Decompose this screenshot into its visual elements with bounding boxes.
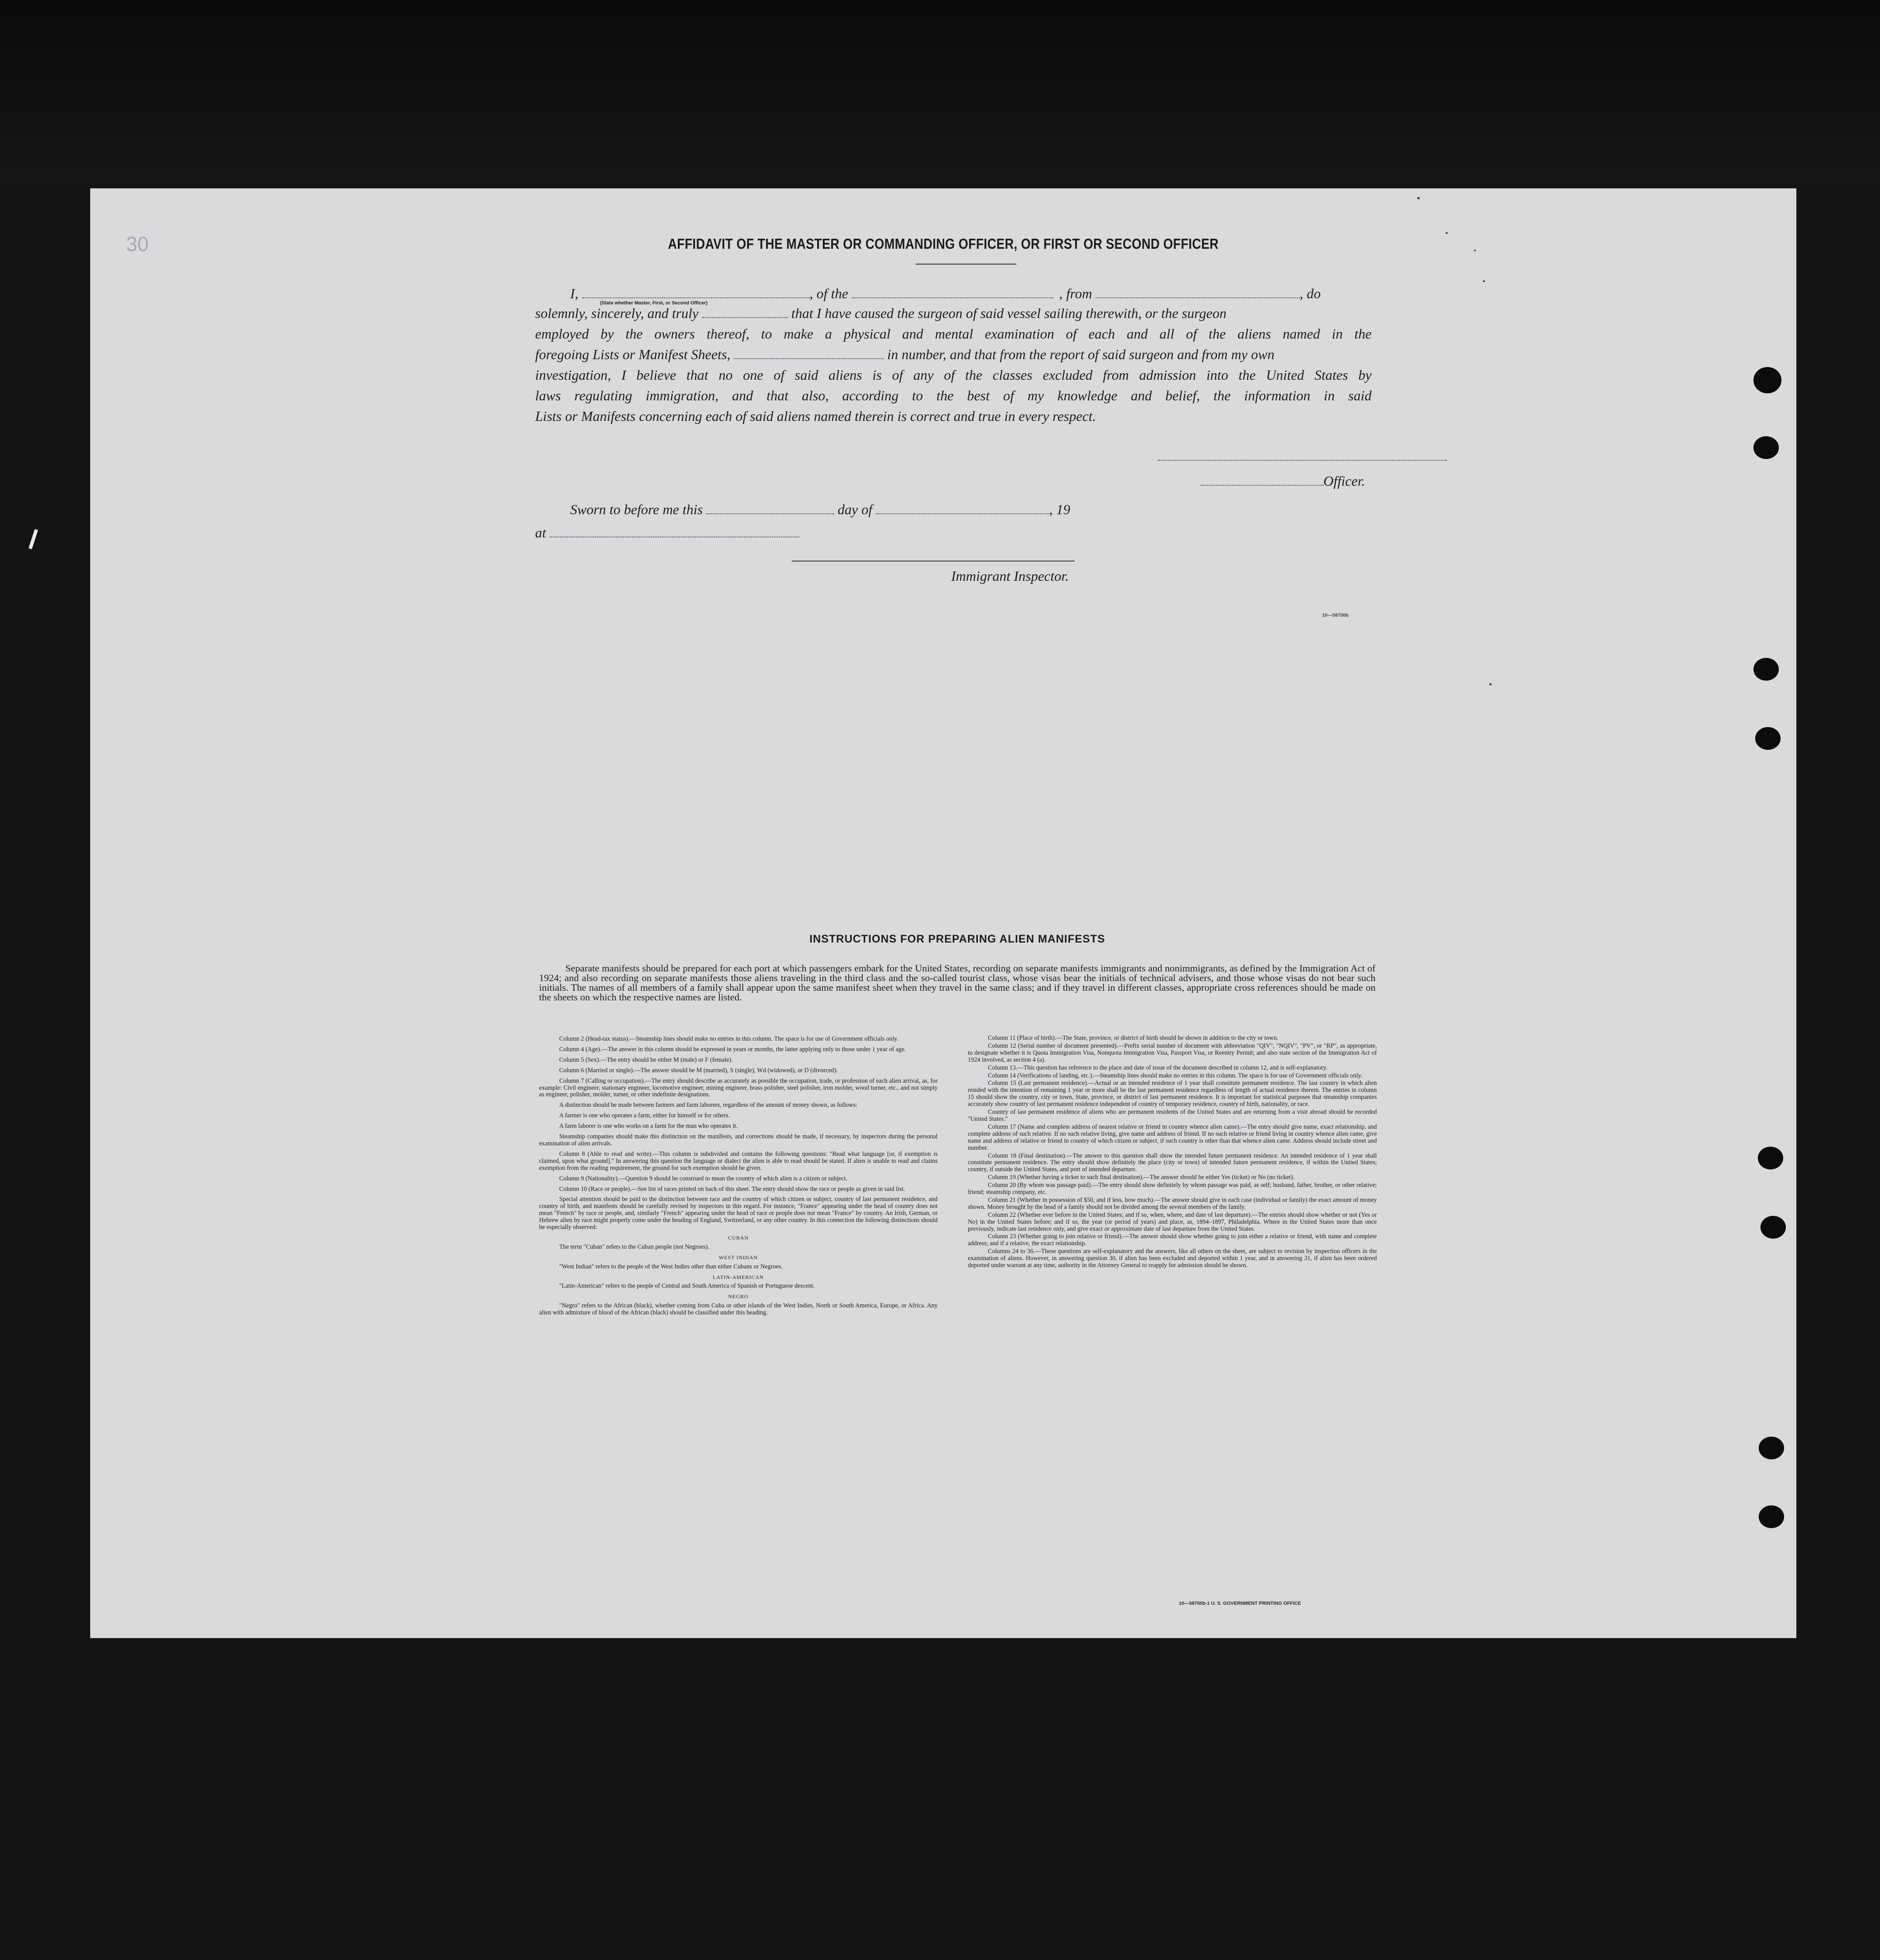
column-9-note: Column 9 (Nationality).—Question 9 should be construed to mean the country of which alien is a citizen or subject.	[559, 1175, 847, 1182]
columns-24-36-note: Columns 24 to 36.—These questions are self-explanatory and the answers, like all others on the sheet, are subject to revision by inspection officers in the examination of aliens. However, in answering question 30, if alien has been excluded and deported within 1 year, and in answering 31, if alien has been ordered deported under warrant at any time, authority in the Attorney General to reapply for admission should be shown.	[968, 1248, 1377, 1269]
sworn-line	[535, 501, 1372, 519]
race-country-note: Special attention should be paid to the distinction between race and the country of which citizen or subject, country of last permanent residence, and country of birth, and manifests should be carefully revised by inspectors in this regard. For instance, "France" appearing under the head of country does not mean "French" by race or people, and, similarly "French" appearing under the head of race or people does not mean "France" by country. An Irish, German, or Hebrew alien by race might properly come under the heading of England, Switzerland, or any other country. In this connection the following distinctions should be especially observed:	[539, 1196, 938, 1231]
affidavit-line-6: laws regulating immigration, and that also, according to the best of my knowledge and belief, the information in said	[535, 388, 1372, 403]
affidavit-line-4	[535, 346, 1372, 364]
form-code: 10—58700b	[1322, 613, 1349, 618]
scan-border	[0, 0, 1880, 184]
column-6-note: Column 6 (Married or single).—The answer should be M (married), S (single), Wd (widowed), or D (divorced).	[559, 1067, 838, 1074]
column-15-united-states: Country of last permanent residence of aliens who are permanent residents of the United States and are returning from a visit abroad should be recorded "United States."	[968, 1109, 1377, 1123]
inspector-signature-line[interactable]	[792, 561, 1075, 562]
column-8-note: Column 8 (Able to read and write).—This column is subdivided and contains the following questions: "Read what language [or, if exemption is claimed, upon what ground]." In answering this question the language or dialect the alien is able to read should be stated. If alien is unable to read and claims exemption from the reading requirement, the ground for such exemption should be given.	[539, 1150, 938, 1172]
column-13-note: Column 13.—This question has reference to the place and date of issue of the document described in column 12, and is self-explanatory.	[988, 1064, 1328, 1071]
column-7-note: Column 7 (Calling or occupation).—The entry should describe as accurately as possible the occupation, trade, or profession of each alien arrival, as, for example: Civil engineer, stationary engineer, locomotive engineer, mining engineer, brass polisher, steel polisher, iron molder, wood turner, etc., and not simply as engineer, polisher, molder, turner, or other indefinite designations.	[539, 1077, 938, 1098]
printing-office-imprint: 10—58700b-1 U. S. GOVERNMENT PRINTING OFFICE	[1179, 1601, 1301, 1606]
heading-west-indian: WEST INDIAN	[719, 1254, 758, 1261]
binder-hole	[1753, 436, 1779, 459]
word-day-of: day of	[837, 501, 872, 517]
word-from: , from	[1059, 286, 1092, 301]
binder-hole	[1758, 1147, 1783, 1169]
word-solemnly: solemnly, sincerely, and truly	[535, 305, 698, 321]
intro-text: Separate manifests should be prepared for each port at which passengers embark for the United States, recording on separate manifests immigrants and nonimmigrants, as defined by the Immigration Act of 1924; and also recording on separate manifests those aliens traveling in the third class and the so-called tourist class, whose visas bear the initials of technical advisers, and those whose visas do not bear such initials. The names of all members of a family shall appear upon the same manifest sheet when they travel in the same class; and if they travel in different classes, appropriate cross references should be made on the sheets on which the respective names are listed.	[539, 963, 1376, 1003]
port-blank[interactable]	[1096, 290, 1300, 298]
heading-cuban: CUBAN	[728, 1234, 749, 1241]
west-indian-definition: "West Indian" refers to the people of the West Indies other than either Cubans or Negroes.	[559, 1263, 783, 1270]
instructions-title: INSTRUCTIONS FOR PREPARING ALIEN MANIFESTS	[809, 933, 1105, 945]
column-4-note: Column 4 (Age).—The answer in this column should be expressed in years or months, the latter applying only to those under 1 year of age.	[559, 1045, 906, 1053]
word-at: at	[535, 525, 546, 540]
column-17-note: Column 17 (Name and complete address of nearest relative or friend in country whence alien came).—The entry should give name, exact relationship, and complete address of such relative. If no such relative living, give name and address of friend. If no such relative or friend living in country whence alien came, give name and address of relative or friend in country of which citizen or subject, if such country is other than that whence alien came. Address should include street and number.	[968, 1123, 1377, 1151]
binder-hole	[1760, 1216, 1786, 1239]
month-blank[interactable]	[876, 505, 1049, 514]
column-21-note: Column 21 (Whether in possession of $50, and if less, how much).—The answer should give in each case (individual or family) the exact amount of money shown. Money brought by the head of a family should not be divided among the several members of the family.	[968, 1196, 1377, 1211]
instructions-left-column	[539, 1036, 938, 1317]
officer-blank[interactable]	[1201, 477, 1323, 486]
title-divider	[916, 264, 1016, 265]
affidavit-title: AFFIDAVIT OF THE MASTER OR COMMANDING OFFICER, OR FIRST OR SECOND OFFICER	[668, 236, 1219, 252]
column-14-note: Column 14 (Verifications of landing, etc.).—Steamship lines should make no entries in this column. The space is for use of Government officials only.	[988, 1072, 1362, 1079]
word-foregoing: foregoing Lists or Manifest Sheets,	[535, 346, 730, 362]
column-19-note: Column 19 (Whether having a ticket to such final destination).—The answer should be either Yes (ticket) or No (no ticket).	[988, 1174, 1294, 1181]
cuban-definition: The term "Cuban" refers to the Cuban people (not Negroes).	[559, 1243, 709, 1250]
word-sworn: Sworn to before me this	[570, 501, 703, 517]
at-line	[535, 525, 1372, 542]
column-22-note: Column 22 (Whether ever before in the United States; and if so, when, where, and date of last departure).—The entries should show whether or not (Yes or No) in the United States before; and if so, the year (or period of years) and place, as, 1894–1897, Philadelphia. Where in the United States more than once previously, indicate last residence only, and give exact or approximate date of last departure from the United States.	[968, 1211, 1377, 1233]
column-20-note: Column 20 (By whom was passage paid).—The entry should show definitely by whom passage was paid, as self; husband, father, brother, or other relative; friend; steamship company, etc.	[968, 1182, 1377, 1196]
binder-hole	[1755, 727, 1781, 750]
binder-hole	[1753, 658, 1779, 681]
affidavit-line-3: employed by the owners thereof, to make a physical and mental examination of each and all of the aliens named in the	[535, 326, 1372, 342]
oath-blank[interactable]	[702, 309, 788, 318]
column-2-note: Column 2 (Head-tax status).—Steamship lines should make no entries in this column. The space is for use of Government officials only.	[559, 1035, 899, 1042]
farm-laborer-definition: A farm laborer is one who works on a farm for the man who operates it.	[559, 1123, 738, 1130]
count-blank[interactable]	[734, 350, 884, 359]
word-inspector: Immigrant Inspector.	[951, 568, 1069, 584]
affidavit-line-7: Lists or Manifests concerning each of said aliens named therein is correct and true in every respect.	[535, 408, 1096, 424]
scan-speck	[1417, 197, 1420, 199]
column-5-note: Column 5 (Sex).—The entry should be either M (male) or F (female).	[559, 1056, 733, 1063]
latin-american-definition: "Latin-American" refers to the people of Central and South America of Spanish or Portuguese descent.	[559, 1282, 815, 1290]
film-scratch	[28, 529, 38, 549]
word-year: , 19	[1049, 501, 1070, 517]
instructions-intro	[539, 964, 1376, 1002]
name-blank[interactable]	[582, 290, 810, 298]
column-10-note: Column 10 (Race or people).—See list of races printed on back of this sheet. The entry should show the race or people as given in said list.	[559, 1185, 905, 1193]
officer-line	[1201, 473, 1376, 491]
page-number: 30	[126, 233, 149, 255]
vessel-blank[interactable]	[852, 290, 1053, 298]
column-23-note: Column 23 (Whether going to join relative or friend).—The answer should show whether going to join either a relative or friend, with name and complete address; and if a relative, the exact relationship.	[968, 1233, 1377, 1247]
scan-speck	[1483, 280, 1485, 282]
negro-definition: "Negro" refers to the African (black), whether coming from Cuba or other islands of the West Indies, North or South America, Europe, or Africa. Any alien with admixture of blood of the African (black) should be classified under this heading.	[539, 1302, 938, 1317]
column-18-note: Column 18 (Final destination).—The answer to this question shall show the intended future permanent residence. An intended residence of 1 year shall constitute permanent residence. The entry should show definitely the place (city or town) of intended future permanent residence, if within the United States; country, if outside the United States, and port of intended departure.	[968, 1152, 1377, 1173]
word-innumber: in number, and that from the report of said surgeon and from my own	[887, 346, 1275, 362]
heading-latin-american: LATIN-AMERICAN	[712, 1274, 764, 1280]
farm-corrections: Steamship companies should make this distinction on the manifests, and corrections should be made, if necessary, by inspectors during the personal examination of alien arrivals.	[539, 1133, 938, 1147]
word-surgeon: that I have caused the surgeon of said vessel sailing therewith, or the surgeon	[791, 305, 1227, 321]
word-do: , do	[1299, 286, 1321, 301]
heading-negro: NEGRO	[728, 1293, 749, 1300]
farm-distinction: A distinction should be made between farmers and farm laborers, regardless of the amount of money shown, as follows:	[559, 1102, 857, 1109]
manifest-sheet	[90, 188, 1796, 1638]
binder-hole	[1753, 367, 1781, 393]
farmer-definition: A farmer is one who operates a farm, either for himself or for others.	[559, 1112, 730, 1119]
column-11-note: Column 11 (Place of birth).—The State, province, or district of birth should be shown in addition to the city or town.	[988, 1035, 1279, 1042]
signature-line[interactable]	[1158, 460, 1447, 461]
affidavit-line-5: investigation, I believe that no one of said aliens is of any of the classes excluded from admission into the United States by	[535, 367, 1372, 383]
scan-speck	[1474, 250, 1476, 251]
place-blank[interactable]	[550, 529, 799, 537]
word-of-the: , of the	[809, 286, 848, 301]
affidavit-line-2	[535, 305, 1372, 323]
binder-hole	[1759, 1505, 1784, 1528]
rank-sublabel: (State whether Master, First, or Second Officer)	[600, 300, 708, 306]
scan-speck	[1446, 232, 1448, 234]
column-12-note: Column 12 (Serial number of document presented).—Prefix serial number of document with abbreviation "QIV", "NQIV", "PV", or "RP", as appropriate, to designate whether it is Quota Immigration Visa, Nonquota Immigration Visa, Passport Visa, or Reentry Permit; and also state section of the Immigration Act of 1924 involved, as section 4 (a).	[968, 1042, 1377, 1063]
column-15-note: Column 15 (Last permanent residence).—Actual or an intended residence of 1 year shall constitute permanent residence. The last country in which alien resided with the intention of remaining 1 year or more shall be the last permanent residence regardless of length of actual residence therein. The entries in column 15 should show the country, city or town, State, province, or district of last permanent residence. It is important for statistical purposes that steamship companies accurately show country of last permanent residence independent of country of temporary residence, country of birth, nationality, or race.	[968, 1080, 1377, 1108]
scan-speck	[1489, 683, 1492, 685]
instructions-right-column	[968, 1035, 1377, 1270]
word-officer: Officer.	[1323, 473, 1365, 489]
day-blank[interactable]	[706, 505, 834, 514]
binder-hole	[1759, 1437, 1784, 1459]
word-i: I,	[570, 286, 578, 301]
